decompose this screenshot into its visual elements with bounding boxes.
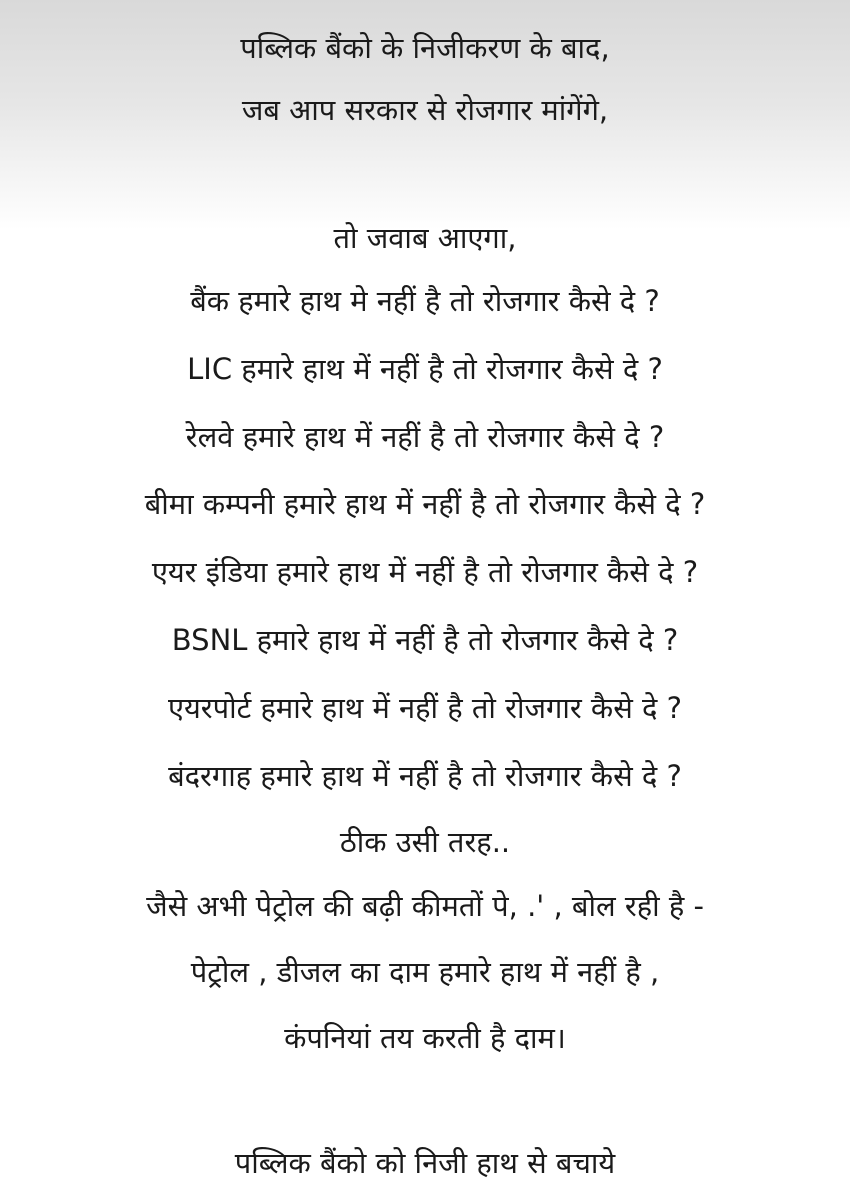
text-line-2: जब आप सरकार से रोजगार मांगेंगे,	[241, 93, 609, 127]
text-line-9: BSNL हमारे हाथ में नहीं है तो रोजगार कैसे दे ?	[171, 623, 679, 657]
text-line-13: जैसे अभी पेट्रोल की बढ़ी कीमतों पे, .' , बोल रही है -	[146, 889, 704, 923]
text-line-14: पेट्रोल , डीजल का दाम हमारे हाथ में नहीं है ,	[190, 955, 660, 989]
text-line-3: तो जवाब आएगा,	[333, 221, 517, 255]
text-line-11: बंदरगाह हमारे हाथ में नहीं है तो रोजगार कैसे दे ?	[168, 759, 682, 793]
text-line-16: पब्लिक बैंको को निजी हाथ से बचाये	[234, 1146, 616, 1180]
text-line-15: कंपनियां तय करती है दाम।	[284, 1021, 566, 1055]
text-line-4: बैंक हमारे हाथ मे नहीं है तो रोजगार कैसे दे ?	[190, 284, 660, 318]
text-line-8: एयर इंडिया हमारे हाथ में नहीं है तो रोजगार कैसे दे ?	[151, 555, 699, 589]
text-line-1: पब्लिक बैंको के निजीकरण के बाद,	[240, 31, 610, 65]
text-line-7: बीमा कम्पनी हमारे हाथ में नहीं है तो रोजगार कैसे दे ?	[144, 487, 706, 521]
text-line-6: रेलवे हमारे हाथ में नहीं है तो रोजगार कैसे दे ?	[185, 420, 665, 454]
text-line-5: LIC हमारे हाथ में नहीं है तो रोजगार कैसे दे ?	[187, 352, 663, 386]
text-line-10: एयरपोर्ट हमारे हाथ में नहीं है तो रोजगार कैसे दे ?	[167, 691, 683, 725]
text-line-12: ठीक उसी तरह..	[339, 825, 511, 859]
